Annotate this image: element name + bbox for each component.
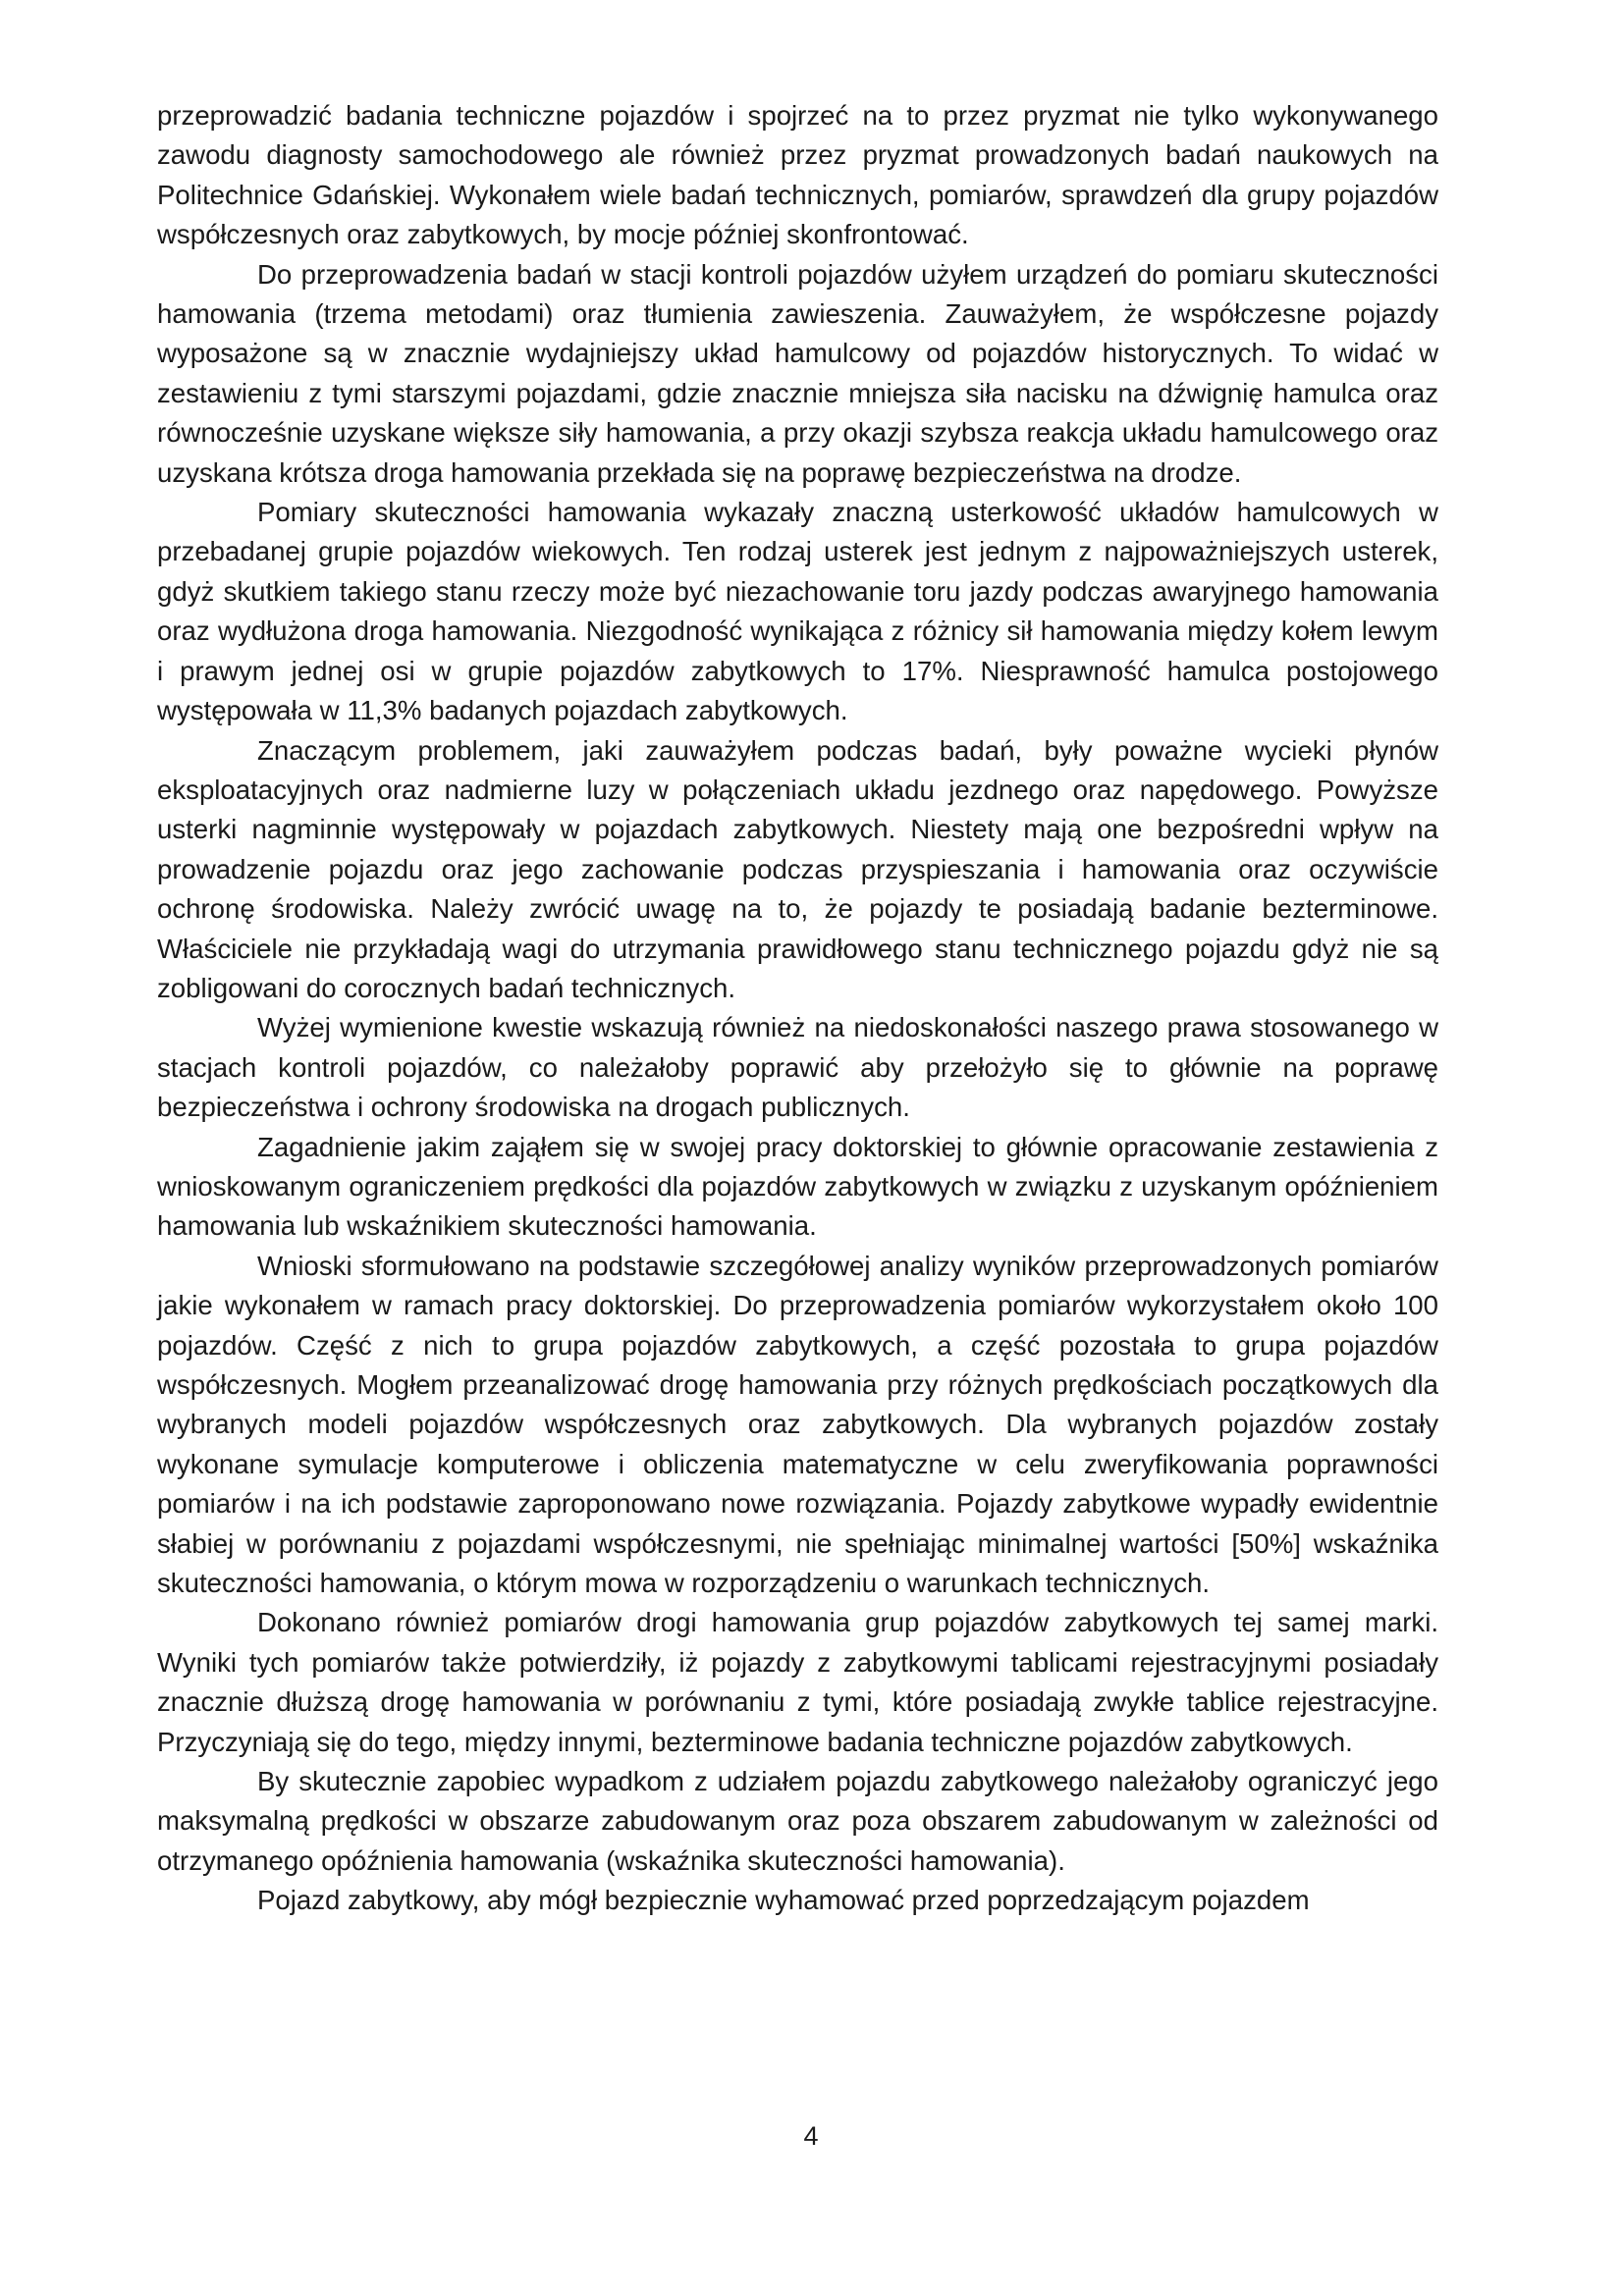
paragraph-6: Zagadnienie jakim zająłem się w swojej pracy doktorskiej to głównie opracowanie zestawienia z wnioskowanym ograniczeniem prędkości dla pojazdów zabytkowych w związku z uzyskanym opóźnieniem hamowania lub wskaźnikiem skuteczności hamowania. <box>157 1131 1438 1242</box>
paragraph-1: przeprowadzić badania techniczne pojazdów i spojrzeć na to przez pryzmat nie tylko wykonywanego zawodu diagnosty samochodowego ale również przez pryzmat prowadzonych badań naukowych na Politechnice Gdańskiej. Wykonałem wiele badań technicznych, pomiarów, sprawdzeń dla grupy pojazdów współczesnych oraz zabytkowych, by mocje później skonfrontować. <box>157 100 1438 250</box>
paragraph-3: Pomiary skuteczności hamowania wykazały znaczną usterkowość układów hamulcowych w przebadanej grupie pojazdów wiekowych. Ten rodzaj usterek jest jednym z najpoważniejszych usterek, gdyż skutkiem takiego stanu rzeczy może być niezachowanie toru jazdy podczas awaryjnego hamowania oraz wydłużona droga hamowania. Niezgodność wynikająca z różnicy sił hamowania między kołem lewym i prawym jednej osi w grupie pojazdów zabytkowych to 17%. Niesprawność hamulca postojowego występowała w 11,3% badanych pojazdach zabytkowych. <box>157 497 1438 726</box>
paragraph-9: By skutecznie zapobiec wypadkom z udziałem pojazdu zabytkowego należałoby ograniczyć jego maksymalną prędkości w obszarze zabudowanym oraz poza obszarem zabudowanym w zależności od otrzymanego opóźnienia hamowania (wskaźnika skuteczności hamowania). <box>157 1766 1438 1876</box>
paragraph-7: Wnioski sformułowano na podstawie szczegółowej analizy wyników przeprowadzonych pomiarów jakie wykonałem w ramach pracy doktorskiej. Do przeprowadzenia pomiarów wykorzystałem około 100 pojazdów. Część z nich to grupa pojazdów zabytkowych, a część pozostała to grupa pojazdów współczesnych. Mogłem przeanalizować drogę hamowania przy różnych prędkościach początkowych dla wybranych modeli pojazdów współczesnych oraz zabytkowych. Dla wybranych pojazdów zostały wykonane symulacje komputerowe i obliczenia matematyczne w celu zweryfikowania poprawności pomiarów i na ich podstawie zaproponowano nowe rozwiązania. Pojazdy zabytkowe wypadły ewidentnie słabiej w porównaniu z pojazdami współczesnymi, nie spełniając minimalnej wartości [50%] wskaźnika skuteczności hamowania, o którym mowa w rozporządzeniu o warunkach technicznych. <box>157 1250 1438 1599</box>
paragraph-2: Do przeprowadzenia badań w stacji kontroli pojazdów użyłem urządzeń do pomiaru skuteczności hamowania (trzema metodami) oraz tłumienia zawieszenia. Zauważyłem, że współczesne pojazdy wyposażone są w znacznie wydajniejszy układ hamulcowy od pojazdów historycznych. To widać w zestawieniu z tymi starszymi pojazdami, gdzie znacznie mniejsza siła nacisku na dźwignię hamulca oraz równocześnie uzyskane większe siły hamowania, a przy okazji szybsza reakcja układu hamulcowego oraz uzyskana krótsza droga hamowania przekłada się na poprawę bezpieczeństwa na drodze. <box>157 258 1438 488</box>
paragraph-4: Znaczącym problemem, jaki zauważyłem podczas badań, były poważne wycieki płynów eksploatacyjnych oraz nadmierne luzy w połączeniach układu jezdnego oraz napędowego. Powyższe usterki nagminnie występowały w pojazdach zabytkowych. Niestety mają one bezpośredni wpływ na prowadzenie pojazdu oraz jego zachowanie podczas przyspieszania i hamowania oraz oczywiście ochronę środowiska. Należy zwrócić uwagę na to, że pojazdy te posiadają badanie bezterminowe. Właściciele nie przykładają wagi do utrzymania prawidłowego stanu technicznego pojazdu gdyż nie są zobligowani do corocznych badań technicznych. <box>157 734 1438 1003</box>
document-body <box>157 96 1438 1921</box>
paragraph-8: Dokonano również pomiarów drogi hamowania grup pojazdów zabytkowych tej samej marki. Wyniki tych pomiarów także potwierdziły, iż pojazdy z zabytkowymi tablicami rejestracyjnymi posiadały znacznie dłuższą drogę hamowania w porównaniu z tymi, które posiadają zwykłe tablice rejestracyjne. Przyczyniają się do tego, między innymi, bezterminowe badania techniczne pojazdów zabytkowych. <box>157 1607 1438 1757</box>
page-number: 4 <box>803 2121 819 2151</box>
paragraph-5: Wyżej wymienione kwestie wskazują również na niedoskonałości naszego prawa stosowanego w stacjach kontroli pojazdów, co należałoby poprawić aby przełożyło się to głównie na poprawę bezpieczeństwa i ochrony środowiska na drogach publicznych. <box>157 1012 1438 1123</box>
paragraph-10: Pojazd zabytkowy, aby mógł bezpiecznie wyhamować przed poprzedzającym pojazdem <box>257 1885 1310 1916</box>
